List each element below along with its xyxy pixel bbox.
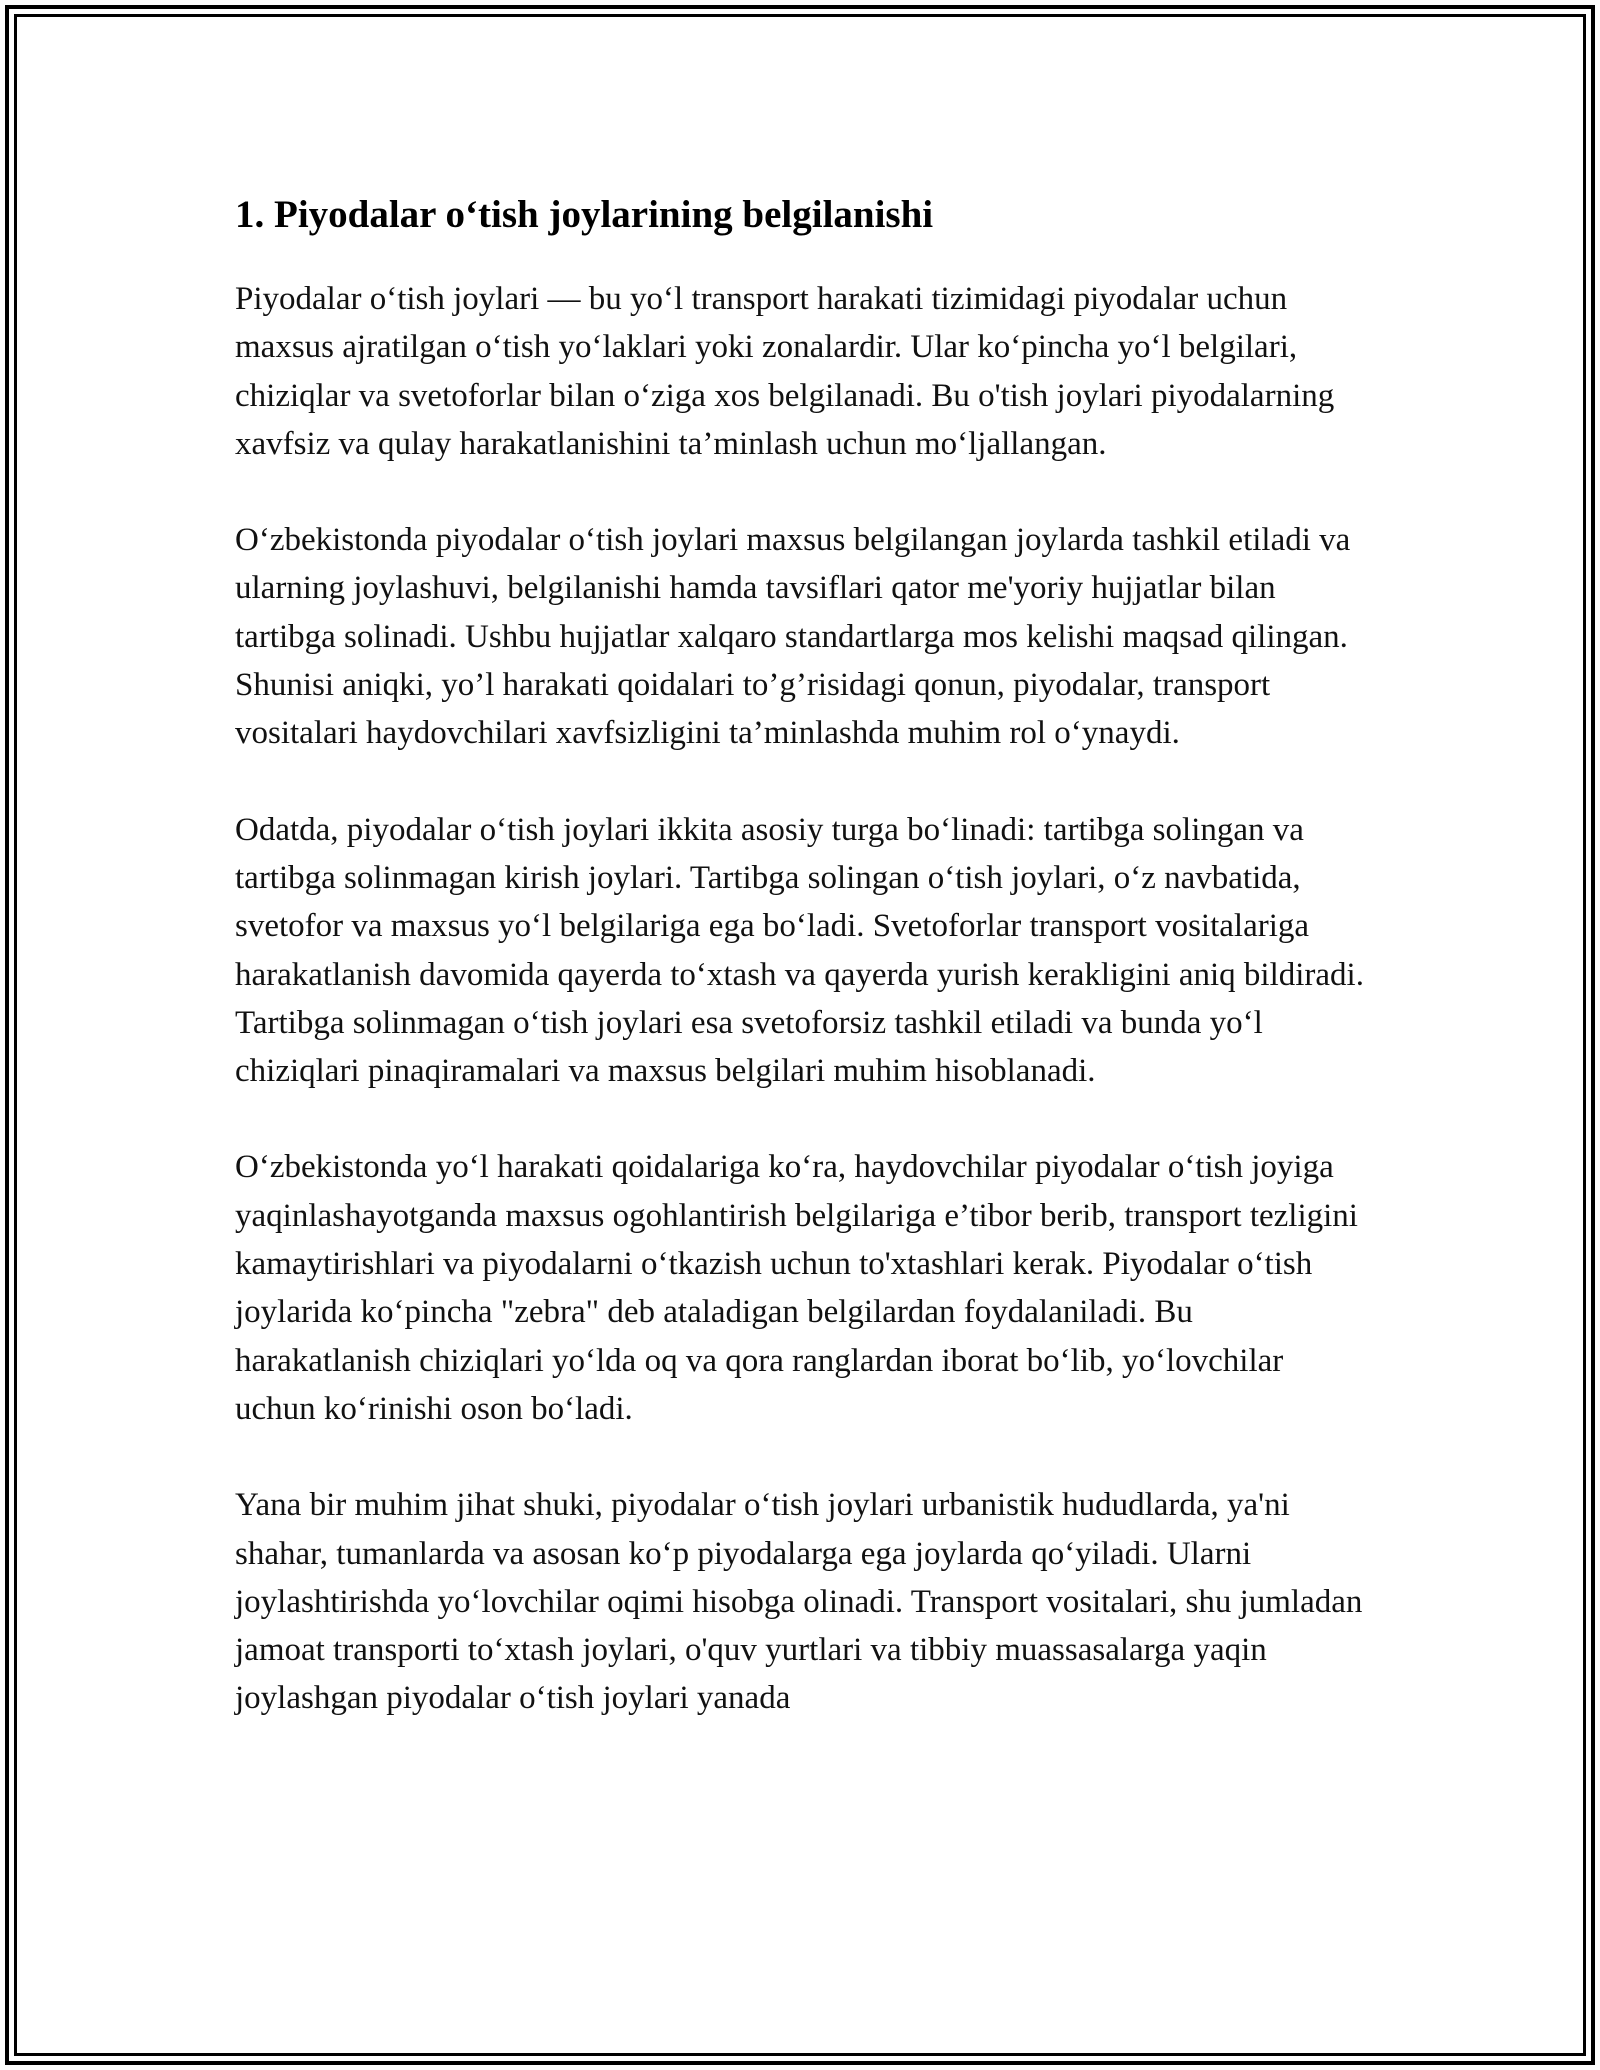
paragraph-3: Odatda, piyodalar o‘tish joylari ikkita asosiy turga bo‘linadi: tartibga solingan va tartibga solinmagan kirish joylari. Tartibga solingan o‘tish joylari, o‘z navbatida, svetofor va maxsus yo‘l belgilariga ega bo‘ladi. Svetoforlar transport vositalariga harakatlanish davomida qayerda to‘xtash va qayerda yurish kerakligini aniq bildiradi. Tartibga solinmagan o‘tish joylari esa svetoforsiz tashkil etiladi va bunda yo‘l chiziqlari pinaqiramalari va maxsus belgilari muhim hisoblanadi. — [235, 811, 1364, 1090]
section-heading: 1. Piyodalar o‘tish joylarining belgilanishi — [235, 193, 934, 236]
document-body — [235, 185, 1365, 1723]
paragraph-5: Yana bir muhim jihat shuki, piyodalar o‘tish joylari urbanistik hududlarda, ya'ni shahar, tumanlarda va asosan ko‘p piyodalarga ega joylarda qo‘yiladi. Ularni joylashtirishda yo‘lovchilar oqimi hisobga olinadi. Transport vositalari, shu jumladan jamoat transporti to‘xtash joylari, o'quv yurtlari va tibbiy muassasalarga yaqin joylashgan piyodalar o‘tish joylari yanada — [235, 1487, 1363, 1717]
paragraph-4: O‘zbekistonda yo‘l harakati qoidalariga ko‘ra, haydovchilar piyodalar o‘tish joyiga yaqinlashayotganda maxsus ogohlantirish belgilariga e’tibor berib, transport tezligini kamaytirishlari va piyodalarni o‘tkazish uchun to'xtashlari kerak. Piyodalar o‘tish joylarida ko‘pincha "zebra" deb ataladigan belgilardan foydalaniladi. Bu harakatlanish chiziqlari yo‘lda oq va qora ranglardan iborat bo‘lib, yo‘lovchilar uchun ko‘rinishi oson bo‘ladi. — [235, 1149, 1358, 1427]
paragraph-2: O‘zbekistonda piyodalar o‘tish joylari maxsus belgilangan joylarda tashkil etiladi va ularning joylashuvi, belgilanishi hamda tavsiflari qator me'yoriy hujjatlar bilan tartibga solinadi. Ushbu hujjatlar xalqaro standartlarga mos kelishi maqsad qilingan. Shunisi aniqki, yo’l harakati qoidalari to’g’risidagi qonun, piyodalar, transport vositalari haydovchilari xavfsizligini ta’minlashda muhim rol o‘ynaydi. — [235, 522, 1351, 752]
paragraph-1: Piyodalar o‘tish joylari — bu yo‘l transport harakati tizimidagi piyodalar uchun maxsus ajratilgan o‘tish yo‘laklari yoki zonalardir. Ular ko‘pincha yo‘l belgilari, chiziqlar va svetoforlar bilan o‘ziga xos belgilanadi. Bu o'tish joylari piyodalarning xavfsiz va qulay harakatlanishini ta’minlash uchun mo‘ljallangan. — [235, 281, 1335, 462]
